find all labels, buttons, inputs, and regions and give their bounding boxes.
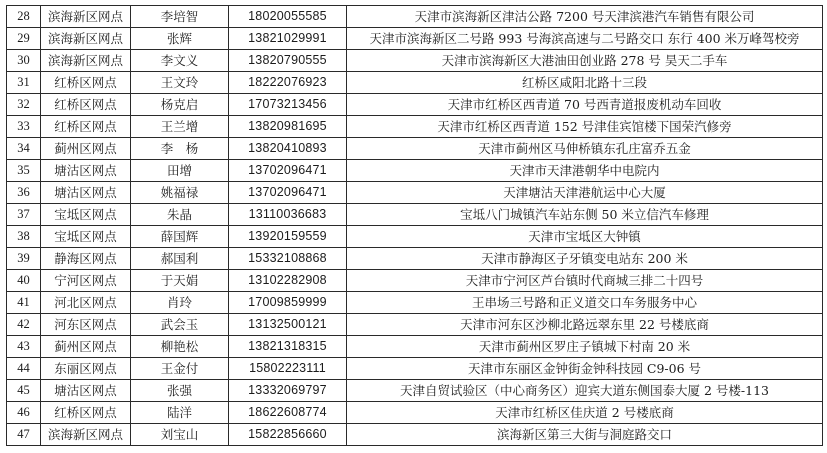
table-row: [7, 292, 823, 314]
table-row: [7, 116, 823, 138]
table-row: [7, 358, 823, 380]
site-address: 天津自贸试验区（中心商务区）迎宾大道东侧国泰大厦 2 号楼-113: [347, 380, 823, 402]
contact-name: 武会玉: [131, 314, 229, 336]
site-address: 天津市宝坻区大钟镇: [347, 226, 823, 248]
service-site: 塘沽区网点: [41, 380, 131, 402]
contact-phone: 15332108868: [229, 248, 347, 270]
roster-table-container: [6, 5, 822, 446]
site-address: 滨海新区第三大街与洞庭路交口: [347, 424, 823, 446]
service-site: 河北区网点: [41, 292, 131, 314]
contact-name: 肖玲: [131, 292, 229, 314]
contact-name: 王金付: [131, 358, 229, 380]
service-site: 红桥区网点: [41, 402, 131, 424]
row-number: 39: [7, 248, 41, 270]
site-address: 天津塘沽天津港航运中心大厦: [347, 182, 823, 204]
row-number: 34: [7, 138, 41, 160]
service-site: 滨海新区网点: [41, 28, 131, 50]
site-address: 天津市红桥区西青道 152 号津佳宾馆楼下国荣汽修旁: [347, 116, 823, 138]
row-number: 36: [7, 182, 41, 204]
contact-phone: 13110036683: [229, 204, 347, 226]
contact-name: 李文义: [131, 50, 229, 72]
row-number: 43: [7, 336, 41, 358]
row-number: 29: [7, 28, 41, 50]
contact-name: 李 杨: [131, 138, 229, 160]
row-number: 44: [7, 358, 41, 380]
contact-name: 姚福禄: [131, 182, 229, 204]
contact-name: 薛国辉: [131, 226, 229, 248]
contact-name: 刘宝山: [131, 424, 229, 446]
service-site: 静海区网点: [41, 248, 131, 270]
service-site: 红桥区网点: [41, 94, 131, 116]
site-address: 天津市红桥区西青道 70 号西青道报废机动车回收: [347, 94, 823, 116]
service-site: 宁河区网点: [41, 270, 131, 292]
contact-phone: 13102282908: [229, 270, 347, 292]
contact-phone: 13132500121: [229, 314, 347, 336]
site-address: 天津市滨海新区二号路 993 号海滨高速与二号路交口 东行 400 米万峰驾校旁: [347, 28, 823, 50]
row-number: 37: [7, 204, 41, 226]
table-row: [7, 138, 823, 160]
row-number: 42: [7, 314, 41, 336]
site-address: 王串场三号路和正义道交口车务服务中心: [347, 292, 823, 314]
row-number: 35: [7, 160, 41, 182]
table-row: [7, 94, 823, 116]
row-number: 31: [7, 72, 41, 94]
row-number: 40: [7, 270, 41, 292]
contact-name: 张辉: [131, 28, 229, 50]
contact-phone: 13702096471: [229, 160, 347, 182]
site-address: 天津市静海区子牙镇变电站东 200 米: [347, 248, 823, 270]
service-site: 蓟州区网点: [41, 138, 131, 160]
table-row: [7, 72, 823, 94]
contact-name: 柳艳松: [131, 336, 229, 358]
table-row: [7, 50, 823, 72]
contact-phone: 13820981695: [229, 116, 347, 138]
row-number: 33: [7, 116, 41, 138]
service-site: 宝坻区网点: [41, 204, 131, 226]
contact-name: 杨克启: [131, 94, 229, 116]
contact-name: 郝国利: [131, 248, 229, 270]
contact-phone: 13820410893: [229, 138, 347, 160]
contact-phone: 13821318315: [229, 336, 347, 358]
contact-name: 陆洋: [131, 402, 229, 424]
table-row: [7, 204, 823, 226]
table-row: [7, 270, 823, 292]
contact-phone: 17073213456: [229, 94, 347, 116]
site-address: 红桥区咸阳北路十三段: [347, 72, 823, 94]
site-address: 天津市宁河区芦台镇时代商城三排二十四号: [347, 270, 823, 292]
site-address: 天津市滨海新区大港油田创业路 278 号 昊天二手车: [347, 50, 823, 72]
table-row: [7, 160, 823, 182]
site-address: 天津市河东区沙柳北路远翠东里 22 号楼底商: [347, 314, 823, 336]
service-point-table: [6, 5, 823, 446]
service-site: 蓟州区网点: [41, 336, 131, 358]
contact-phone: 13820790555: [229, 50, 347, 72]
site-address: 天津市蓟州区马伸桥镇东孔庄富乔五金: [347, 138, 823, 160]
row-number: 45: [7, 380, 41, 402]
site-address: 天津市蓟州区罗庄子镇城下村南 20 米: [347, 336, 823, 358]
contact-name: 王兰增: [131, 116, 229, 138]
service-site: 红桥区网点: [41, 72, 131, 94]
site-address: 天津市天津港朝华中电院内: [347, 160, 823, 182]
row-number: 28: [7, 6, 41, 28]
contact-phone: 13332069797: [229, 380, 347, 402]
service-site: 塘沽区网点: [41, 182, 131, 204]
row-number: 41: [7, 292, 41, 314]
service-site: 红桥区网点: [41, 116, 131, 138]
table-row: [7, 28, 823, 50]
contact-name: 李培智: [131, 6, 229, 28]
service-site: 河东区网点: [41, 314, 131, 336]
contact-name: 朱晶: [131, 204, 229, 226]
contact-phone: 15822856660: [229, 424, 347, 446]
service-site: 滨海新区网点: [41, 6, 131, 28]
service-site: 滨海新区网点: [41, 424, 131, 446]
table-row: [7, 182, 823, 204]
table-row: [7, 6, 823, 28]
contact-name: 于天娟: [131, 270, 229, 292]
table-row: [7, 402, 823, 424]
row-number: 46: [7, 402, 41, 424]
row-number: 30: [7, 50, 41, 72]
site-address: 宝坻八门城镇汽车站东侧 50 米立信汽车修理: [347, 204, 823, 226]
service-site: 东丽区网点: [41, 358, 131, 380]
contact-phone: 18020055585: [229, 6, 347, 28]
service-site: 塘沽区网点: [41, 160, 131, 182]
contact-name: 王文玲: [131, 72, 229, 94]
contact-phone: 13821029991: [229, 28, 347, 50]
row-number: 38: [7, 226, 41, 248]
contact-phone: 13920159559: [229, 226, 347, 248]
contact-name: 田增: [131, 160, 229, 182]
contact-phone: 18622608774: [229, 402, 347, 424]
contact-phone: 13702096471: [229, 182, 347, 204]
contact-phone: 15802223111: [229, 358, 347, 380]
site-address: 天津市滨海新区津沽公路 7200 号天津滨港汽车销售有限公司: [347, 6, 823, 28]
site-address: 天津市东丽区金钟街金钟科技园 C9-06 号: [347, 358, 823, 380]
contact-phone: 18222076923: [229, 72, 347, 94]
service-site: 滨海新区网点: [41, 50, 131, 72]
table-row: [7, 380, 823, 402]
site-address: 天津市红桥区佳庆道 2 号楼底商: [347, 402, 823, 424]
table-row: [7, 314, 823, 336]
row-number: 47: [7, 424, 41, 446]
table-row: [7, 336, 823, 358]
table-row: [7, 424, 823, 446]
contact-name: 张强: [131, 380, 229, 402]
row-number: 32: [7, 94, 41, 116]
table-row: [7, 226, 823, 248]
service-site: 宝坻区网点: [41, 226, 131, 248]
contact-phone: 17009859999: [229, 292, 347, 314]
table-row: [7, 248, 823, 270]
